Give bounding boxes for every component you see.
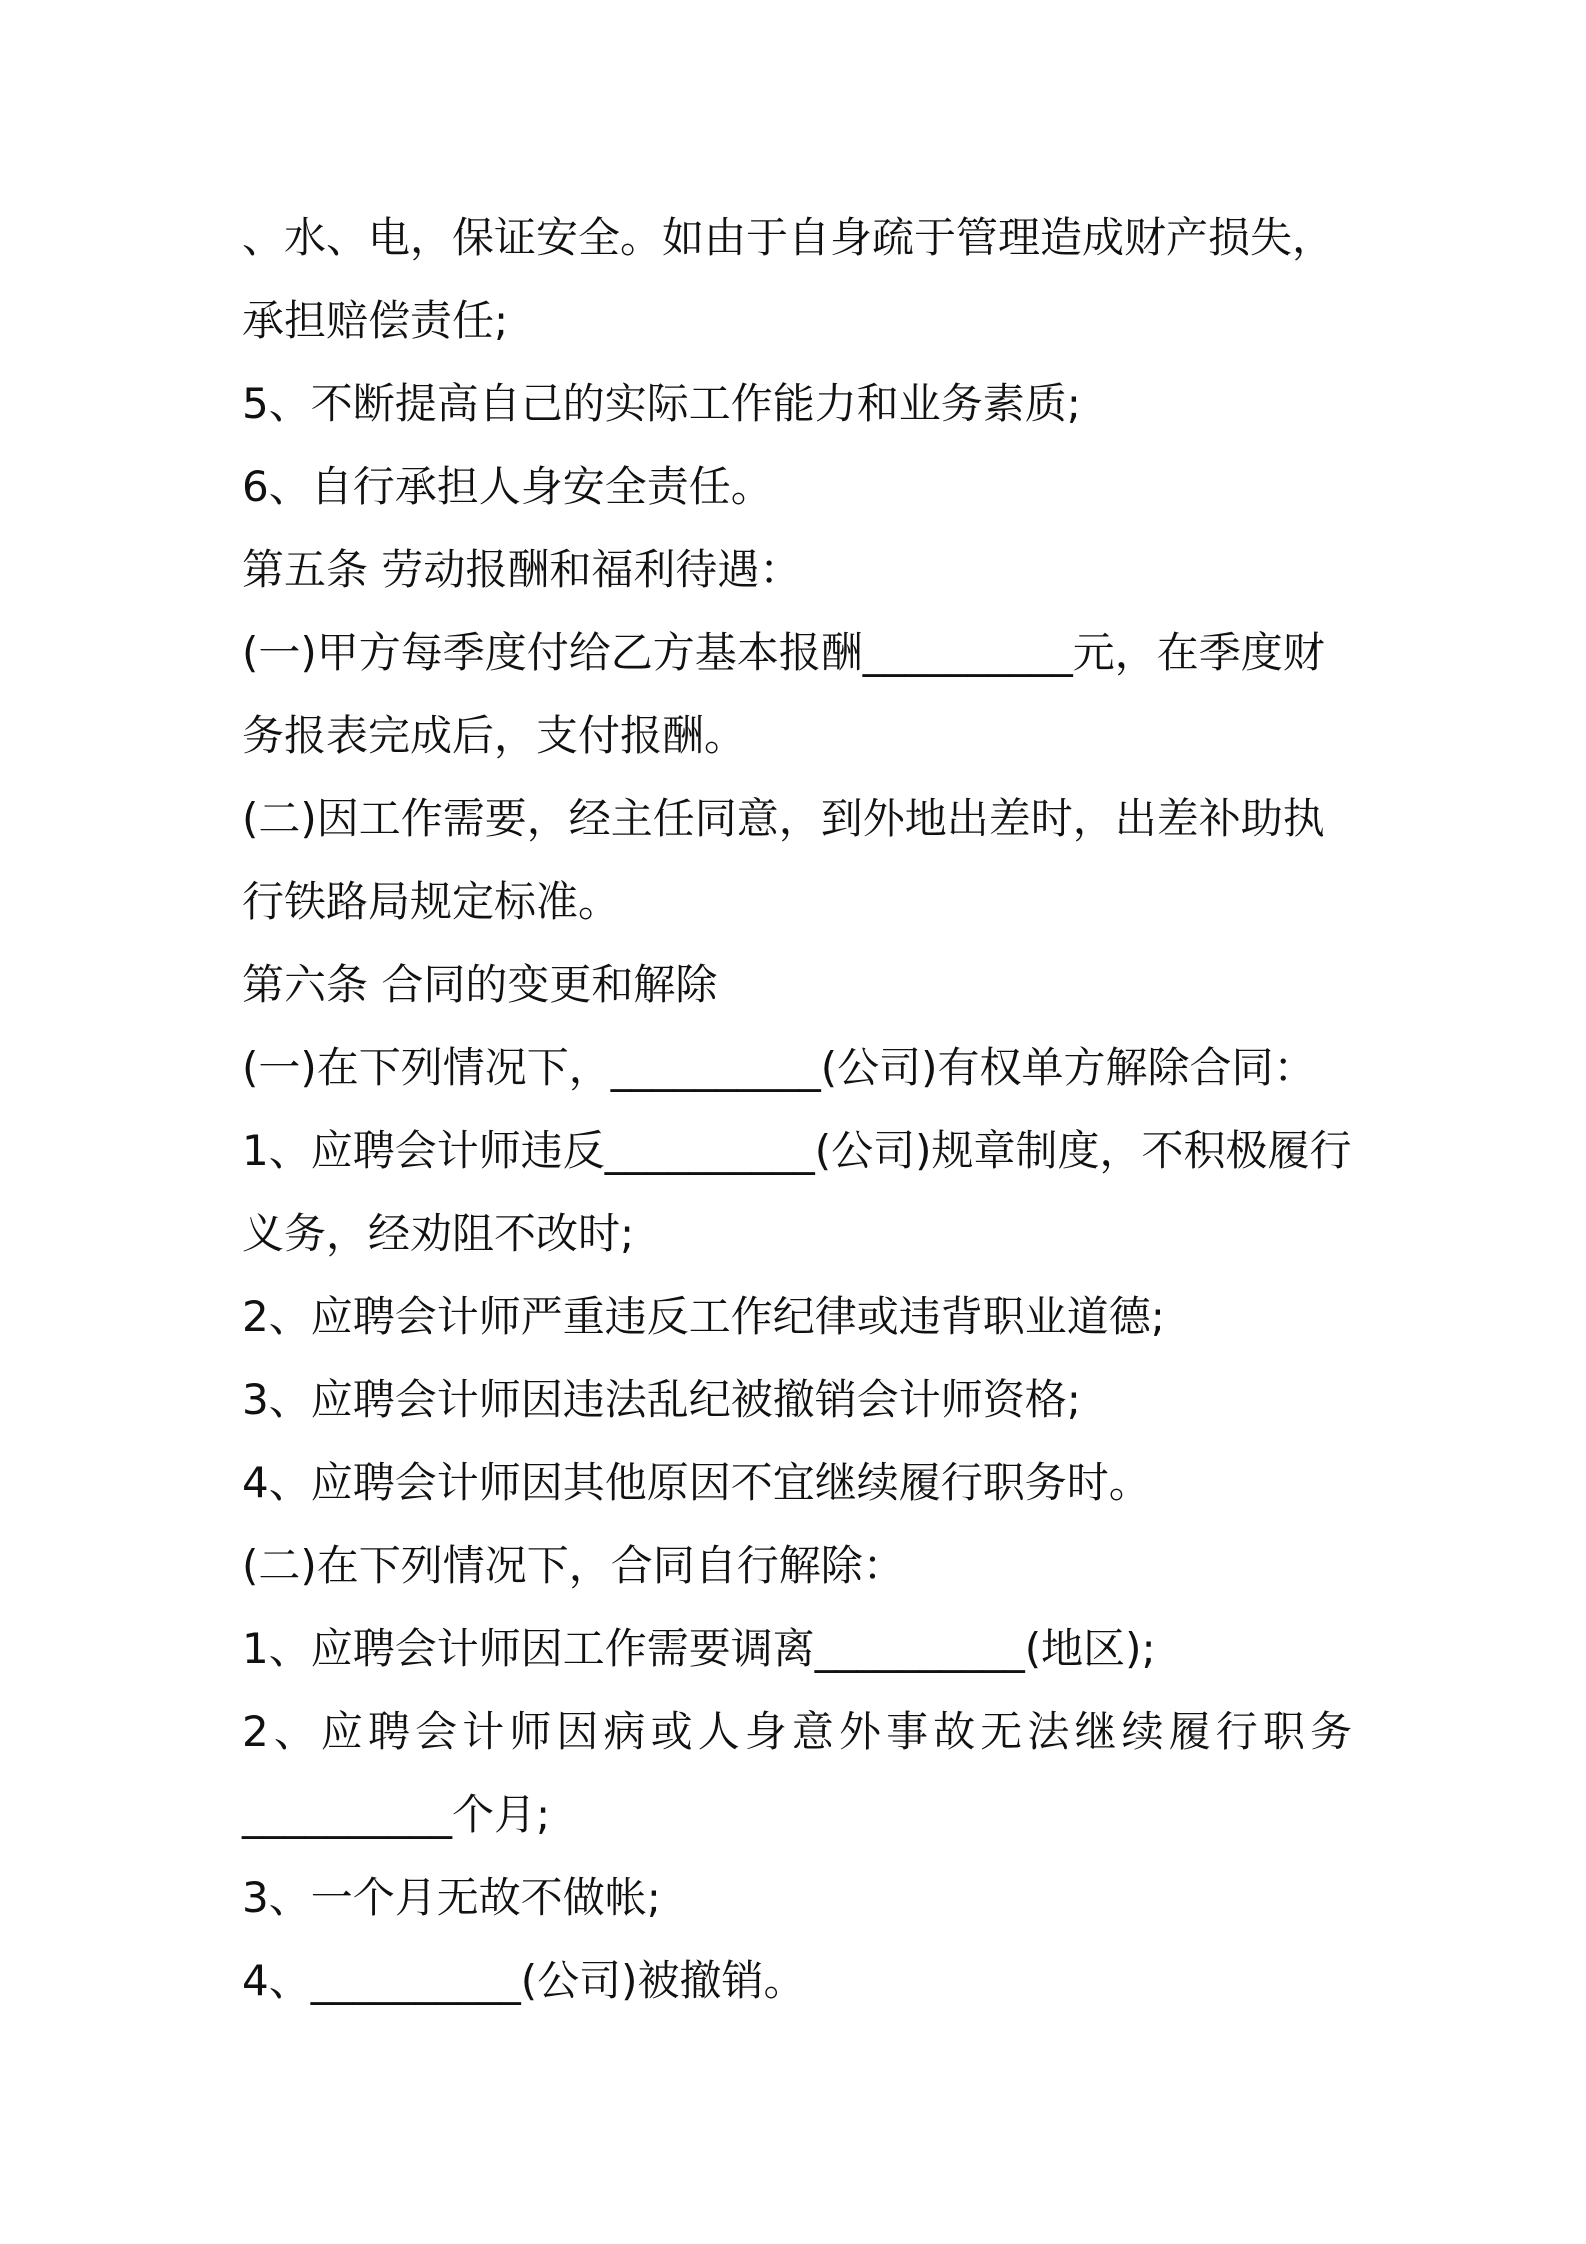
text-line: 4、应聘会计师因其他原因不宜继续履行职务时。 bbox=[242, 1458, 1151, 1507]
text-line: 3、一个月无故不做帐; bbox=[242, 1873, 661, 1922]
text-line: 义务，经劝阻不改时; bbox=[242, 1209, 635, 1258]
text-line: 6、自行承担人身安全责任。 bbox=[242, 462, 773, 511]
text-line: __________个月; bbox=[242, 1790, 551, 1839]
text-line: (二)因工作需要，经主任同意，到外地出差时，出差补助执 bbox=[242, 794, 1325, 843]
text-line: 务报表完成后，支付报酬。 bbox=[242, 711, 747, 760]
section-heading: 第五条 劳动报酬和福利待遇： bbox=[242, 545, 802, 594]
text-line: 、水、电，保证安全。如由于自身疏于管理造成财产损失， bbox=[242, 213, 1335, 262]
text-line: 2、应聘会计师严重违反工作纪律或违背职业道德; bbox=[242, 1292, 1165, 1341]
text-line: (二)在下列情况下，合同自行解除： bbox=[242, 1541, 905, 1590]
text-line: 3、应聘会计师因违法乱纪被撤销会计师资格; bbox=[242, 1375, 1081, 1424]
text-line: 5、不断提高自己的实际工作能力和业务素质; bbox=[242, 379, 1081, 428]
document-page bbox=[242, 196, 1362, 2022]
text-line: 行铁路局规定标准。 bbox=[242, 877, 621, 926]
text-line: (一)在下列情况下，__________(公司)有权单方解除合同： bbox=[242, 1043, 1316, 1092]
text-line: 2、应聘会计师因病或人身意外事故无法继续履行职务 bbox=[242, 1707, 1352, 1756]
text-line: 4、__________(公司)被撤销。 bbox=[242, 1956, 806, 2005]
text-line: (一)甲方每季度付给乙方基本报酬__________元，在季度财 bbox=[242, 628, 1325, 677]
text-line: 1、应聘会计师因工作需要调离__________(地区); bbox=[242, 1624, 1156, 1673]
text-line: 1、应聘会计师违反__________(公司)规章制度，不积极履行 bbox=[242, 1126, 1352, 1175]
section-heading: 第六条 合同的变更和解除 bbox=[242, 960, 718, 1009]
text-line: 承担赔偿责任; bbox=[242, 296, 509, 345]
